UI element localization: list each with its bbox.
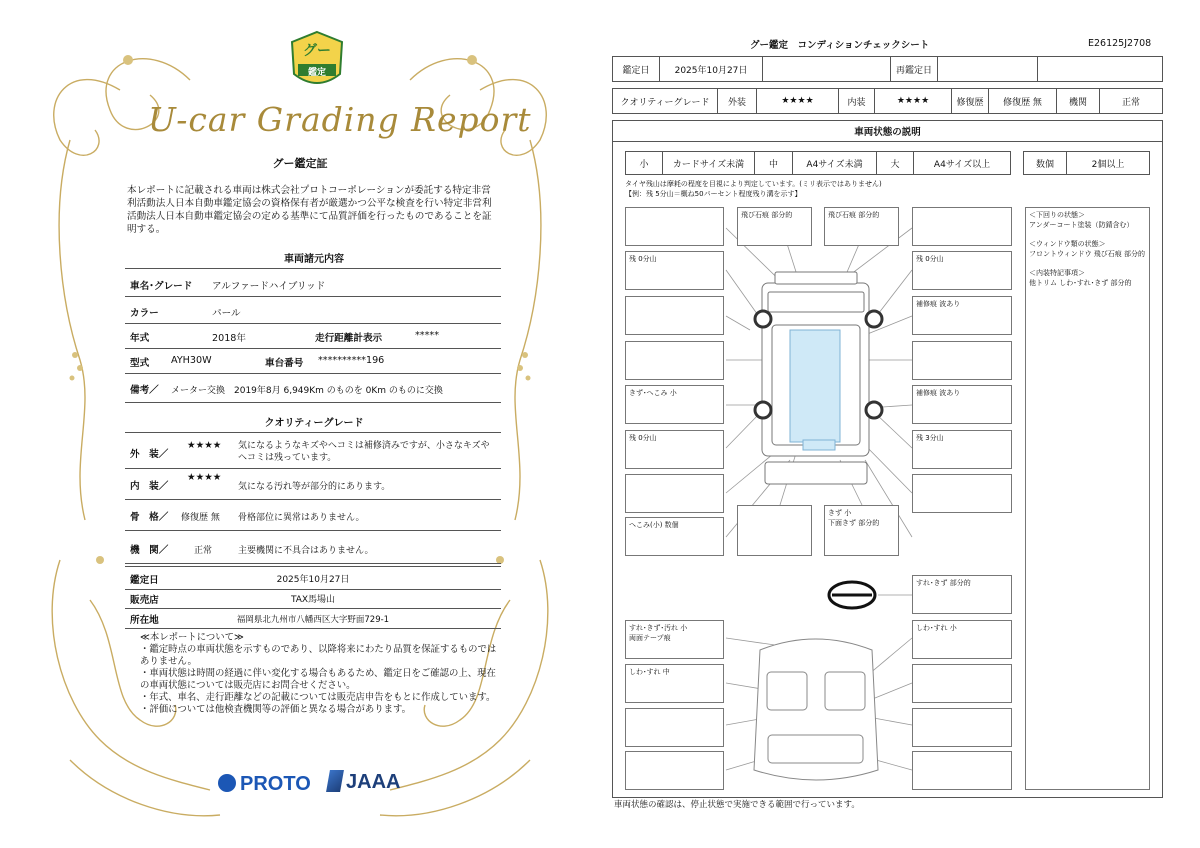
divider (125, 432, 501, 433)
mark-repair-2: 補修痕 波あり (912, 385, 1012, 424)
year-value: 2018年 (212, 333, 247, 344)
grade-label: クオリティーグレード (613, 89, 718, 113)
certificate-body: 本レポートに記載される車両は株式会社プロトコーポレーションが委託する特定非営利活動法人日本自動車鑑定協会の資格保有者が厳選かつ公平な検査を行い特定非営利活動法人日本自動車鑑定協会の定める基準にて品質評価を行ったものであることを証明する。 (127, 185, 492, 235)
date-value: 2025年10月27日 (276, 575, 350, 585)
mark-rear-scratch-line1: きず 小 (828, 509, 852, 517)
int-label: 内装 (839, 89, 875, 113)
mark-chip-1: 飛び石痕 部分的 (737, 207, 812, 246)
quality-section-title: クオリティーグレード (264, 418, 364, 429)
ext-text: 気になるようなキズやヘコミは補修済みですが、小さなキズやヘコミは残っています。 (238, 441, 490, 463)
proto-logo (218, 773, 311, 796)
tire-note: タイヤ残山は摩耗の程度を目視により判定しています。(ミリ表示ではありません) (625, 180, 882, 188)
mark-box (625, 207, 724, 246)
engine-text: 主要機関に不具合はありません。 (238, 546, 374, 556)
size-small-desc: カードサイズ未満 (663, 152, 755, 174)
special-notes-box (1025, 207, 1150, 790)
remarks-value: メーター交換 2019年8月 6,949Km のものを 0Km のものに交換 (171, 386, 443, 396)
spec-row-name (125, 270, 501, 297)
model-label: 型式 (130, 358, 150, 369)
report-notes (140, 632, 500, 716)
tire-note-example: 【例：残 5分山＝概ね50パーセント程度残り溝を示す】 (625, 190, 802, 198)
addr-label: 所在地 (130, 615, 159, 626)
quality-row-engine (125, 531, 501, 564)
int-label: 内 装／ (130, 481, 169, 492)
reinspect-label: 再鑑定日 (891, 57, 938, 81)
jaaa-logo (328, 770, 400, 794)
size-mid: 中 (755, 152, 793, 174)
notes-heading: ≪本レポートについて≫ (140, 632, 244, 643)
size-large-desc: A4サイズ以上 (933, 159, 991, 170)
interior-heading: ＜内装特記事項＞ (1029, 269, 1085, 277)
mark-rear-scratch-line2: 下面きず 部分的 (828, 519, 880, 527)
mark-tire-rear-left: 残 0分山 (625, 430, 724, 469)
ext-label: 外 装／ (130, 449, 169, 460)
name-label: 車名･グレード (130, 281, 193, 292)
window-value: フロントウィンドウ 飛び石痕 部分的 (1029, 250, 1146, 258)
count-desc: 2個以上 (1091, 159, 1125, 170)
section-title: 車両状態の説明 (612, 120, 1163, 142)
mark-dent-2: へこみ(小) 数個 (625, 517, 724, 556)
mark-seat-2: しわ･すれ 小 (912, 620, 1012, 659)
spec-section-title: 車両諸元内容 (284, 254, 344, 265)
year-label: 年式 (130, 333, 150, 344)
mark-box (912, 341, 1012, 380)
repair-value: 修復歴 無 (989, 89, 1057, 113)
ext-label: 外装 (718, 89, 757, 113)
note-item: ・年式、車名、走行距離などの記載については販売店申告をもとに作成しています。 (140, 692, 496, 703)
mark-tire-front-left: 残 0分山 (625, 251, 724, 290)
date-value: 2025年10月27日 (660, 57, 763, 81)
mark-repair-1: 補修痕 波あり (912, 296, 1012, 335)
name-value: アルファードハイブリッド (212, 281, 326, 292)
count-label: 数個 (1024, 152, 1067, 174)
spec-row-remarks (125, 374, 501, 403)
spec-row-color (125, 297, 501, 324)
mileage-label: 走行距離計表示 (315, 333, 383, 344)
spec-row-year (125, 324, 501, 349)
engine-status: 正常 (194, 546, 213, 556)
note-item: ・鑑定時点の車両状態を示すものであり、以降将来にわたり品質を保証するものではありません。 (140, 644, 497, 667)
size-small: 小 (626, 152, 663, 174)
chassis-label: 車台番号 (265, 358, 304, 369)
int-text: 気になる汚れ等が部分的にあります。 (238, 482, 391, 492)
mark-box (625, 708, 724, 747)
mark-dent-1: きず･へこみ 小 (625, 385, 724, 424)
mark-chip-2: 飛び石痕 部分的 (824, 207, 899, 246)
mark-box (912, 664, 1012, 703)
under-value: アンダーコート塗装（防錆含む） (1029, 221, 1134, 229)
engine-label: 機関 (1057, 89, 1100, 113)
int-stars: ★★★★ (875, 89, 952, 113)
quality-row-interior (125, 469, 501, 500)
mark-box (625, 341, 724, 380)
report-title: U-car Grading Report (148, 100, 532, 139)
proto-logo-text: PROTO (240, 773, 311, 795)
footer-note: 車両状態の確認は、停止状態で実施できる範囲で行っています。 (614, 800, 860, 810)
note-item: ・評価については他検査機関等の評価と異なる場合があります。 (140, 704, 411, 715)
note-item: ・車両状態は時間の経過に伴い変化する場合もあるため、鑑定日をご確認の上、現在の車両状態については販売店にお問合せください。 (140, 668, 496, 691)
repair-label: 修復歴 (952, 89, 989, 113)
quality-row-exterior (125, 434, 501, 469)
size-mid-desc: A4サイズ未満 (793, 152, 877, 174)
mark-box (625, 296, 724, 335)
mark-seat-1 (625, 620, 724, 659)
mileage-value: ***** (415, 330, 439, 341)
model-value: AYH30W (171, 355, 212, 366)
shop-label: 販売店 (130, 595, 159, 606)
divider (125, 268, 501, 269)
window-heading: ＜ウィンドウ類の状態＞ (1029, 240, 1106, 248)
mark-box (625, 751, 724, 790)
addr-value: 福岡県北九州市八幡西区大字野面729-1 (236, 615, 390, 625)
date-label: 鑑定日 (613, 57, 660, 81)
shop-value: TAX馬場山 (290, 595, 336, 605)
certificate-title: グー鑑定証 (272, 157, 328, 170)
int-stars: ★★★★ (187, 472, 222, 483)
engine-label: 機 関／ (130, 545, 169, 556)
remarks-label: 備考／ (130, 385, 159, 396)
frame-status: 修復歴 無 (181, 513, 220, 523)
goo-appraisal-logo (288, 30, 346, 92)
mark-rear-scratch (824, 505, 899, 556)
spec-row-model (125, 349, 501, 374)
quality-row-frame (125, 500, 501, 531)
interior-value: 他トリム しわ･すれ･きず 部分的 (1029, 279, 1132, 287)
mark-steering-wheel: すれ･きず 部分的 (912, 575, 1012, 614)
frame-text: 骨格部位に異常はありません。 (238, 513, 365, 523)
engine-value: 正常 (1121, 97, 1140, 108)
sheet-title: グー鑑定 コンディションチェックシート (750, 40, 930, 51)
color-value: パール (212, 308, 241, 319)
mark-box (912, 708, 1012, 747)
ext-stars: ★★★★ (187, 440, 222, 451)
mark-tire-rear-right: 残 3分山 (912, 430, 1012, 469)
mark-tire-front-right: 残 0分山 (912, 251, 1012, 290)
frame-label: 骨 格／ (130, 512, 169, 523)
info-row-address (125, 609, 501, 629)
mark-seat-3: しわ･すれ 中 (625, 664, 724, 703)
color-label: カラー (130, 308, 159, 319)
badge-top-text: グー (303, 43, 331, 59)
document-id: E26125J2708 (1088, 38, 1152, 49)
info-row-date (125, 566, 501, 590)
info-row-shop (125, 589, 501, 609)
chassis-value: **********196 (318, 355, 385, 366)
badge-bottom-text: 鑑定 (307, 68, 326, 78)
mark-seat-1-line1: すれ･きず･汚れ 小 (629, 624, 688, 632)
mark-box (912, 207, 1012, 246)
jaaa-logo-text: JAAA (346, 771, 401, 793)
ext-stars: ★★★★ (757, 89, 839, 113)
mark-box (737, 505, 812, 556)
mark-seat-1-line2: 両面テープ痕 (629, 634, 671, 642)
size-large: 大 (877, 152, 914, 174)
mark-box (625, 474, 724, 513)
condition-check-sheet (600, 0, 1200, 848)
date-label: 鑑定日 (130, 575, 159, 586)
mark-box (912, 474, 1012, 513)
mark-box (912, 751, 1012, 790)
under-heading: ＜下回りの状態＞ (1029, 211, 1085, 219)
